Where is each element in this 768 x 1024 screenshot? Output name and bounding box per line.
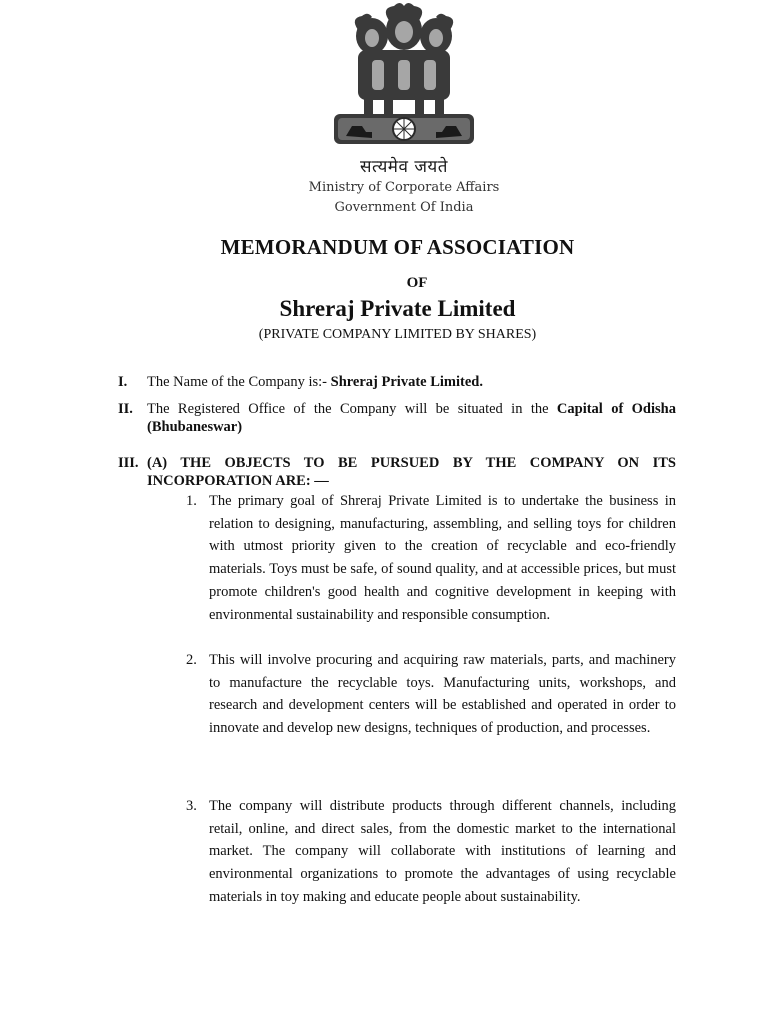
object-number: 2.	[186, 652, 197, 668]
object-text: This will involve procuring and acquiring raw materials, parts, and machinery to manufacture the recyclable toys. Manufacturing units, workshops, and research and development centers will be established and operated in order to innovate and develop new designs, techniques of production, and processes.	[209, 652, 676, 737]
clause-text: The Name of the Company is:- Shreraj Private Limited.	[147, 374, 483, 390]
clause-bold-text: Capital of Odisha (Bhubaneswar)	[147, 401, 676, 435]
title-of: OF	[406, 275, 428, 291]
clause-objects	[118, 454, 676, 490]
clause-number: III.	[118, 455, 139, 471]
clause-name	[118, 373, 676, 391]
clause-number: I.	[118, 374, 128, 390]
object-item	[186, 649, 676, 740]
document-title: MEMORANDUM OF ASSOCIATION	[220, 235, 575, 259]
company-name: Shreraj Private Limited	[279, 296, 516, 321]
government-name: Government Of India	[334, 200, 474, 215]
national-emblem	[272, 0, 536, 224]
object-item	[186, 490, 676, 626]
clause-number: II.	[118, 401, 133, 417]
lion-capital-icon	[272, 0, 536, 150]
emblem-motto: सत्यमेव जयते	[360, 157, 448, 177]
object-number: 3.	[186, 798, 197, 814]
object-text: The company will distribute products through different channels, including retail, online, and direct sales, from the domestic market to the international market. The company will collaborate with institutions of learning and environmental organizations to promote the advantages of using recyclable materials in toy making and educate people about sustainability.	[209, 798, 676, 905]
object-text: The primary goal of Shreraj Private Limited is to undertake the business in relation to designing, manufacturing, assembling, and selling toys for children with utmost priority given to the creation of recyclable and eco-friendly materials. Toys must be safe, of sound quality, and at accessible prices, but must promote children's good health and cognitive development in keeping with environmental sustainability and responsible consumption.	[209, 493, 676, 623]
object-item	[186, 795, 676, 909]
company-type: (PRIVATE COMPANY LIMITED BY SHARES)	[258, 327, 537, 342]
clause-text: (A) THE OBJECTS TO BE PURSUED BY THE COMPANY ON ITS INCORPORATION ARE: —	[147, 455, 676, 489]
clause-bold-text: Shreraj Private Limited.	[330, 374, 483, 390]
object-number: 1.	[186, 493, 197, 509]
clause-text: The Registered Office of the Company will be situated in the Capital of Odisha (Bhubaneswar)	[147, 401, 676, 435]
ministry-name: Ministry of Corporate Affairs	[308, 180, 500, 195]
clause-registered-office	[118, 400, 676, 436]
